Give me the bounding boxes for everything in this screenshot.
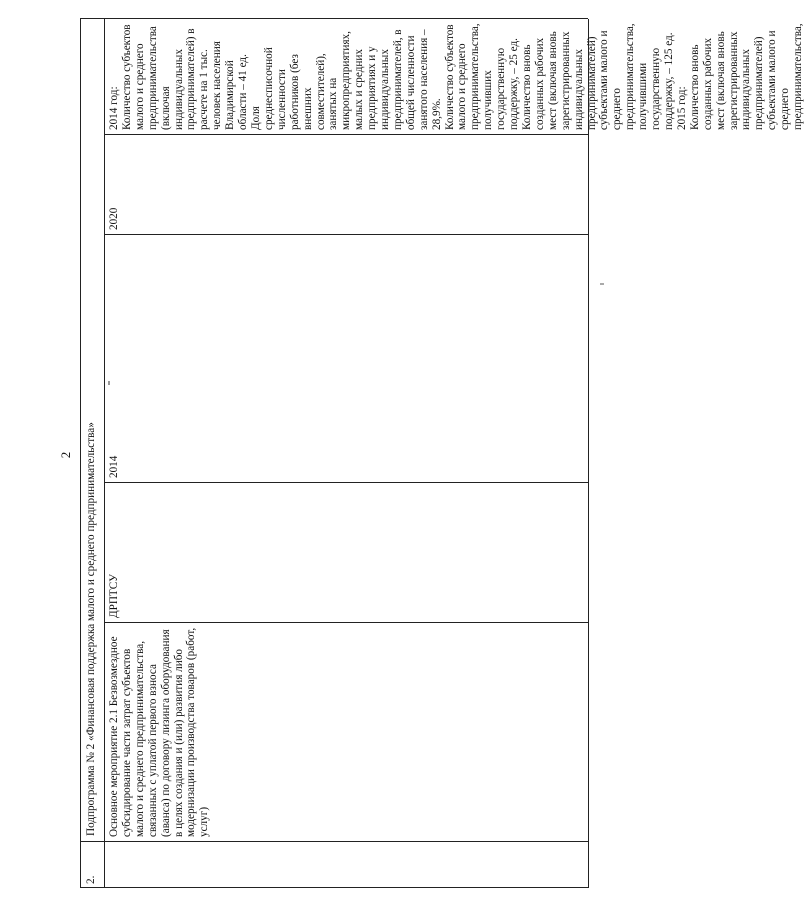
year-start: 2014: [108, 455, 120, 478]
indicator-2015-heading: 2015 год:: [675, 86, 688, 130]
subprogram-title: Подпрограмма № 2 «Финансовая поддержка малого и среднего предпринимательства»: [85, 422, 97, 836]
indicator-2014-heading: 2014 год:: [108, 86, 120, 130]
executor: ДРПТСУ: [108, 573, 120, 618]
year-end: 2020: [108, 207, 120, 230]
page-number: 2: [58, 451, 73, 459]
row-number: 2.: [85, 875, 97, 884]
indicator-supported-smes: Количество субъектов малого и среднего предпринимательства, получивших государственную поддержку, – 25 ед.: [443, 23, 521, 130]
indicator-employment-share: Доля среднесписочной численности работников (без внешних совместителей), занятых на микропредприятиях, малых и средних предприятиях и у индивидуальных предпринимателей, в общей численности занятого населения – 28,9%.: [249, 29, 443, 130]
measure-name: Основное мероприятие 2.1 Безвозмездное субсидирование части затрат субъектов малого и среднего предпринимательства, связанных с уплатой первого взноса (аванса) по договору лизинга оборудования в целях создания и (или) развития либо модернизации производства товаров (работ, услуг): [108, 627, 211, 837]
indicator-smes-per-1000: Количество субъектов малого и среднего предпринимательства (включая индивидуальных предпринимателей) в расчете на 1 тыс. человек населения Владимирской области – 41 ед.: [120, 24, 250, 130]
indicator-new-jobs-2014: Количество вновь созданных рабочих мест (включая вновь зарегистрированных индивидуальных предпринимателей) субъектами малого и среднего предпринимательства, получившими государственную поддержку, – 125 ед.: [521, 23, 675, 130]
indicator-new-jobs-2015: Количество вновь созданных рабочих мест (включая вновь зарегистрированных индивидуальных предпринимателей) субъектами малого и среднего предпринимательства,: [688, 23, 805, 130]
